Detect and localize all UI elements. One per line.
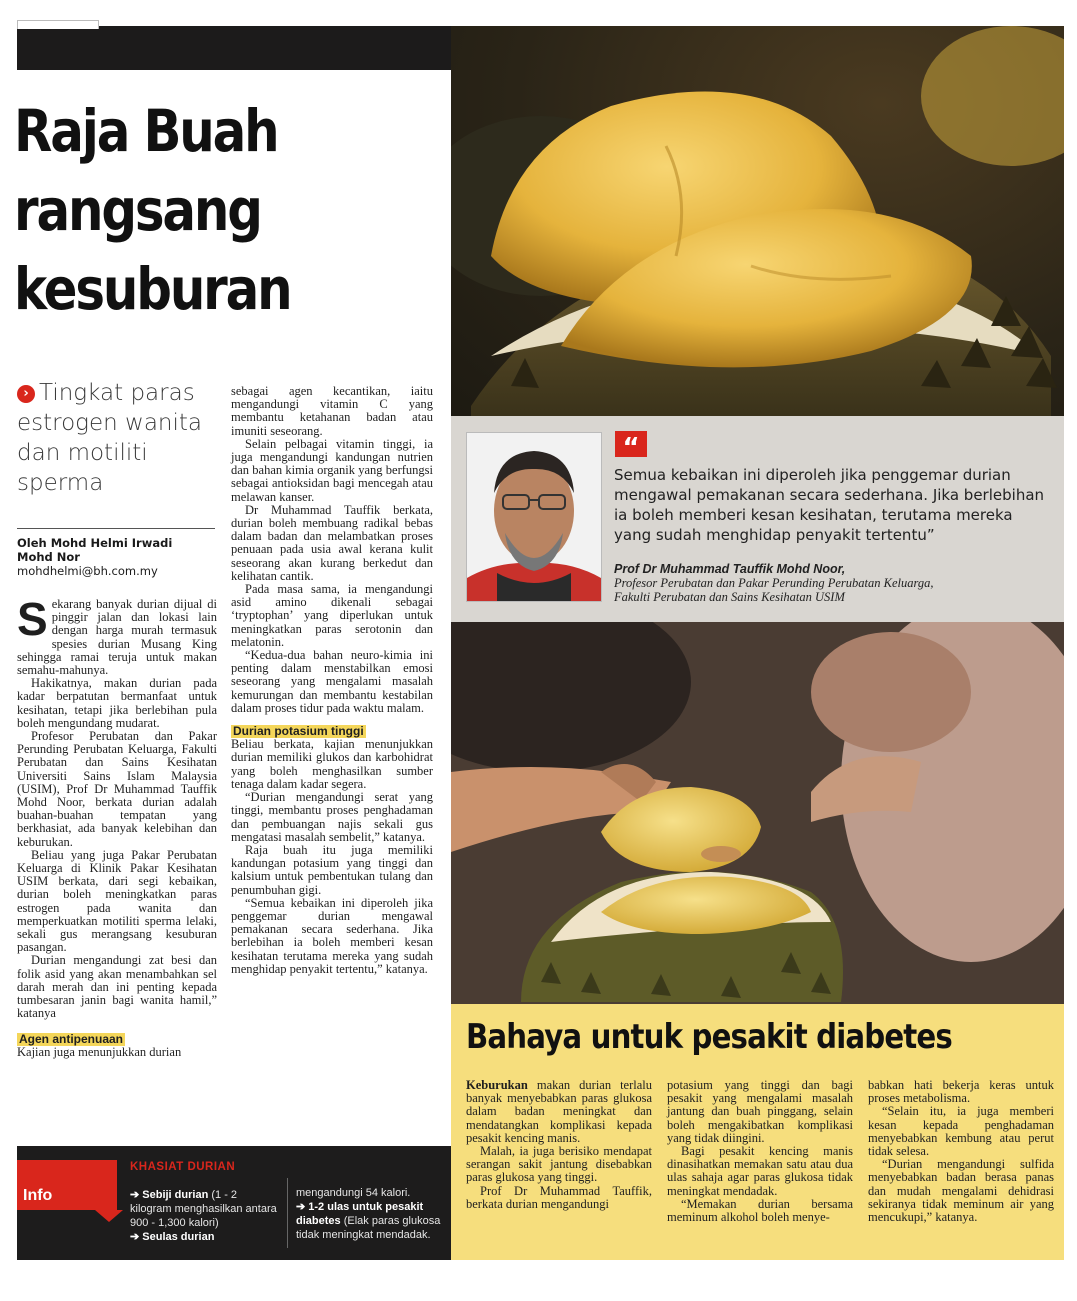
paragraph: “Durian mengandungi serat yang tinggi, membantu proses penghadaman dan pembuangan najis sekali gus mengatasi masalah sembelit,” katanya. bbox=[231, 790, 433, 844]
info-label: Info bbox=[23, 1187, 53, 1204]
paragraph: Beliau berkata, kajian menunjukkan durian memiliki glukos dan karbohidrat yang boleh menghasilkan sumber tenaga dalam kadar segera. bbox=[231, 737, 433, 791]
info-column-1 bbox=[130, 1188, 280, 1244]
byline-divider bbox=[17, 528, 215, 529]
paragraph: Hakikatnya, makan durian pada kadar berpatutan bermanfaat untuk kesihatan, tetapi jika berlebihan pula boleh mengundang mudarat. bbox=[17, 676, 217, 730]
paragraph: Keburukan makan durian terlalu banyak menyebabkan paras glukosa dalam badan meningkat dan mendatangkan komplikasi kepada pesakit kencing manis. bbox=[466, 1078, 653, 1145]
drop-cap: S bbox=[17, 593, 48, 645]
paragraph: “Memakan durian bersama meminum alkohol boleh menye- bbox=[667, 1196, 853, 1225]
paragraph: “Kedua-dua bahan neuro-kimia ini penting dalam menstabilkan emosi seseorang yang mengalami masalah kemurungan dan membantu kestabilan dalam proses tidur pada waktu malam. bbox=[231, 648, 433, 715]
arrow-right-icon: › bbox=[17, 385, 35, 403]
info-divider bbox=[287, 1178, 288, 1248]
deck-text: Tingkat paras estrogen wanita dan motiliti sperma bbox=[17, 380, 202, 496]
paragraph: Selain pelbagai vitamin tinggi, ia juga mengandungi kandungan nutrien dan bahan kimia organik yang berfungsi sebagai antioksidan bagi mencegah atau melawan kanser. bbox=[231, 436, 433, 504]
paragraph: Kajian juga menunjukkan durian bbox=[17, 1044, 182, 1059]
paragraph: Profesor Perubatan dan Pakar Perunding Perubatan Keluarga, Fakulti Perubatan dan Sains Kesihatan Universiti Sains Islam Malaysia (USIM), Prof Dr Muhammad Tauffik Mohd Noor, berkata durian adalah buahan-buahan tempatan yang berkhasiat, ada banyak kelebihan dan keburukan. bbox=[17, 729, 217, 849]
paragraph: Malah, ia juga berisiko mendapat serangan sakit jantung disebabkan paras glukosa yang tinggi. bbox=[466, 1144, 652, 1185]
byline-name-2: Mohd Nor bbox=[17, 550, 80, 564]
paragraph: potasium yang tinggi dan bagi pesakit yang mengalami masalah jantung dan buah pinggang, selain boleh mengakibatkan komplikasi yang tidak diingini. bbox=[667, 1078, 853, 1145]
lead-word: Keburukan bbox=[466, 1078, 528, 1092]
paragraph: babkan hati bekerja keras untuk proses metabolisma. bbox=[868, 1078, 1054, 1106]
info-item: mengandungi 54 kalori. bbox=[296, 1187, 411, 1199]
durian-photo-bottom bbox=[451, 622, 1064, 1004]
paragraph: Durian mengandungi zat besi dan folik asid yang akan menambahkan sel darah merah dan ini penting kepada tumbesaran janin bagi wanita hamil,” katanya bbox=[17, 953, 217, 1021]
portrait-photo bbox=[466, 432, 602, 602]
byline bbox=[17, 536, 217, 578]
paragraph: Raja buah itu juga memiliki kandungan potasium yang tinggi dan kalsium untuk pembentukan tulang dan penumbuhan gigi. bbox=[231, 842, 433, 897]
info-column-2 bbox=[296, 1186, 446, 1242]
headline-line-3: kesuburan bbox=[14, 255, 291, 323]
header-tab bbox=[17, 20, 99, 29]
headline bbox=[14, 92, 375, 329]
pull-quote-attribution bbox=[614, 562, 1054, 604]
info-item: ➔ 1-2 ulas untuk pesakit diabetes (Elak paras glukosa tidak meningkat mendadak. bbox=[296, 1201, 441, 1241]
paragraph: “Durian mengandungi sulfida menyebabkan badan berasa panas dan mudah mengalami dehidrasi sekiranya tidak meminum air yang mencukupi,” katanya. bbox=[868, 1157, 1054, 1225]
quote-icon: “ bbox=[615, 431, 647, 457]
article-column-2 bbox=[231, 385, 433, 976]
paragraph: Dr Muhammad Tauffik berkata, durian boleh membuang radikal bebas dalam badan dan melambatkan proses penuaan pada usia awal kerana kulit seseorang akan kurang berkedut dan kelihatan cantik. bbox=[231, 502, 433, 583]
info-item: ➔ Seulas durian bbox=[130, 1231, 215, 1243]
pull-quote-text: Semua kebaikan ini diperoleh jika penggemar durian mengawal pemakanan secara sederhana. Jika berlebihan ia boleh memberi kesan kesihatan, terutama mereka yang sudah menghidap penyakit tertentu” bbox=[614, 466, 1045, 544]
paragraph: Beliau yang juga Pakar Perubatan Keluarga di Klinik Pakar Kesihatan USIM berkata, dari segi kebaikan, durian boleh meningkatkan paras estrogen pada wanita dan memperkuatkan motiliti sperma lelaki, sekali gus merangsang kesuburan pasangan. bbox=[17, 847, 217, 955]
quote-person-title-2: Fakulti Perubatan dan Sains Kesihatan USIM bbox=[614, 590, 845, 604]
info-item: ➔ Sebiji durian (1 - 2 kilogram menghasilkan antara 900 - 1,300 kalori) bbox=[130, 1189, 277, 1229]
paragraph: Prof Dr Muhammad Tauffik, berkata durian mengandungi bbox=[466, 1183, 652, 1211]
headline-line-1: Raja Buah bbox=[14, 97, 278, 165]
paragraph: “Semua kebaikan ini diperoleh jika penggemar durian mengawal pemakanan secara sederhana. Jika berlebihan ia boleh memberi kesan kesihatan terutama mereka yang sudah menghidap penyakit tertentu,” katanya. bbox=[231, 895, 433, 976]
subhead-antipenuaan: Agen antipenuaan bbox=[19, 1031, 124, 1046]
byline-email[interactable]: mohdhelmi@bh.com.my bbox=[17, 564, 158, 578]
article-column-1 bbox=[17, 593, 217, 1059]
paragraph: Sekarang banyak durian dijual di pinggir jalan dan lokasi lain dengan harga murah termasuk spesies durian Musang King sehingga ramai teruja untuk makan semahu-mahunya. bbox=[17, 593, 217, 678]
info-heading: KHASIAT DURIAN bbox=[130, 1161, 236, 1173]
diabetes-column-2 bbox=[667, 1079, 853, 1224]
byline-name-1: Oleh Mohd Helmi Irwadi bbox=[17, 536, 173, 550]
durian-photo-top bbox=[451, 26, 1064, 416]
deck bbox=[17, 378, 217, 498]
paragraph: sebagai agen kecantikan, iaitu mengandungi vitamin C yang membantu ketahanan badan atau imuniti seseorang. bbox=[231, 384, 433, 438]
subhead-potasium: Durian potasium tinggi bbox=[233, 724, 364, 739]
diabetes-title: Bahaya untuk pesakit diabetes bbox=[466, 1017, 952, 1057]
headline-line-2: rangsang bbox=[14, 176, 261, 244]
diabetes-column-3 bbox=[868, 1079, 1054, 1224]
quote-person-name: Prof Dr Muhammad Tauffik Mohd Noor, bbox=[614, 562, 846, 576]
quote-person-title-1: Profesor Perubatan dan Pakar Perunding Perubatan Keluarga, bbox=[614, 576, 934, 590]
paragraph: Bagi pesakit kencing manis dinasihatkan memakan satu atau dua ulas sahaja agar paras glukosa tidak meningkat mendadak. bbox=[667, 1144, 853, 1198]
paragraph: Pada masa sama, ia mengandungi asid amino dikenali sebagai ‘tryptophan’ yang diperlukan untuk meningkatkan paras serotonin dan melatonin. bbox=[231, 582, 433, 649]
diabetes-column-1 bbox=[466, 1079, 652, 1211]
paragraph: “Selain itu, ia juga memberi kesan kepada penghadaman menyebabkan kembung atau perut tidak selesa. bbox=[868, 1104, 1054, 1159]
